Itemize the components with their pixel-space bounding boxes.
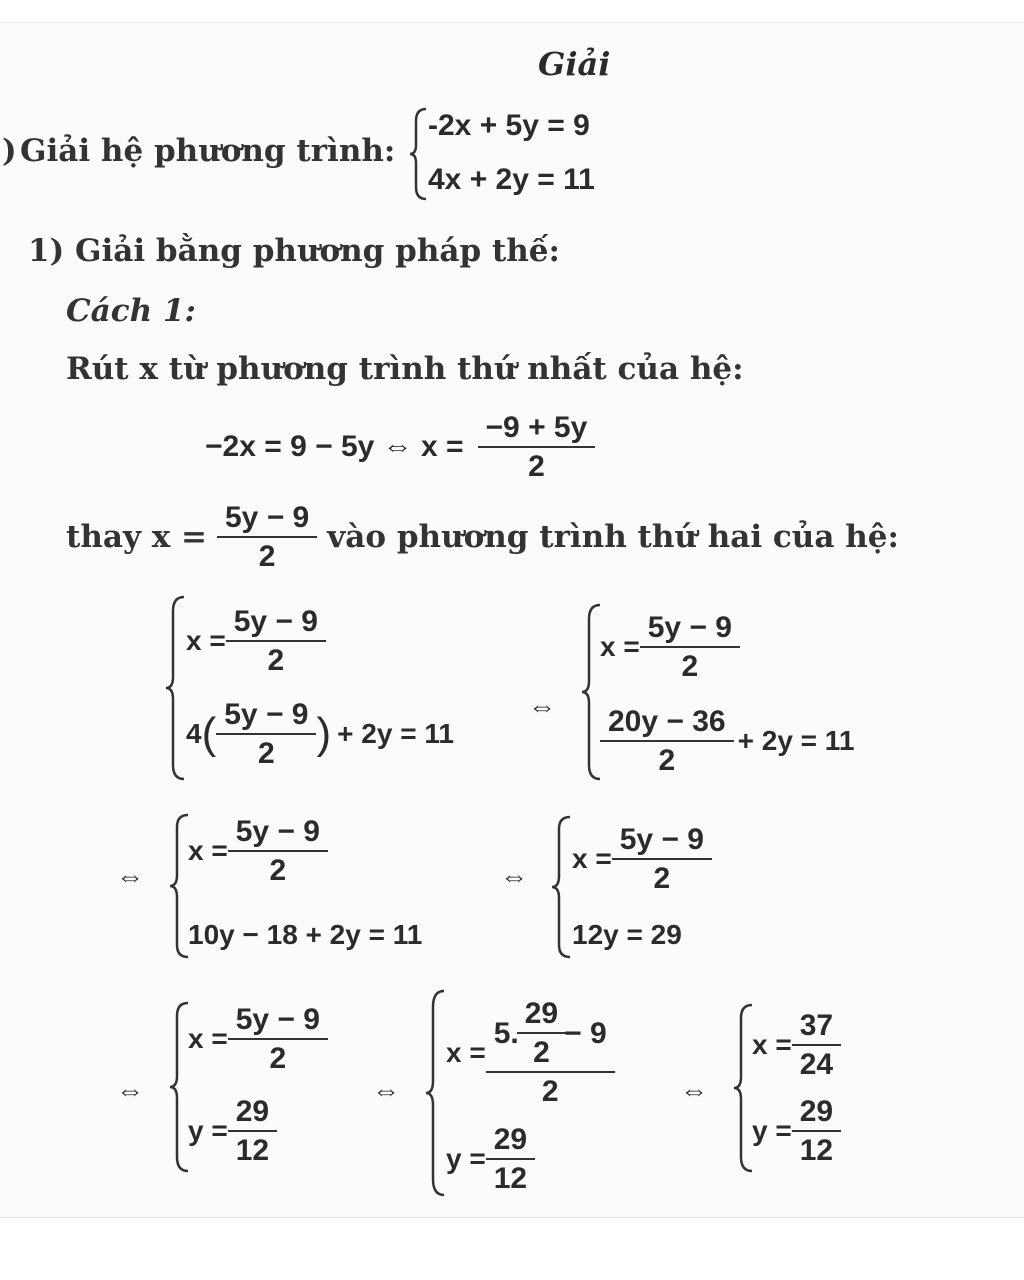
sys5-x-fraction bbox=[232, 1003, 324, 1075]
step2-frac-num: 5y − 9 bbox=[225, 501, 310, 534]
sys5-y-den: 12 bbox=[228, 1130, 277, 1167]
sys5-y-label: y = bbox=[188, 1115, 228, 1146]
sys5-y-num: 29 bbox=[235, 1095, 270, 1128]
system-brace bbox=[408, 107, 428, 201]
sys6-inner-suffix: − 9 bbox=[564, 1016, 607, 1050]
left-paren: ( bbox=[201, 709, 217, 758]
step2-fraction bbox=[221, 501, 313, 573]
sys7-x-den: 24 bbox=[792, 1044, 841, 1081]
sys7-brace bbox=[732, 1003, 754, 1173]
sys6-outer-num bbox=[490, 997, 611, 1071]
sys7-x-label: x = bbox=[752, 1029, 792, 1060]
sys4-x-label: x = bbox=[572, 843, 612, 874]
sys1-x-den: 2 bbox=[226, 640, 326, 677]
sys7-line2 bbox=[752, 1095, 841, 1167]
sys2-line1 bbox=[600, 611, 740, 683]
method-title: 1) Giải bằng phương pháp thế: bbox=[28, 233, 560, 269]
sys7-x-num: 37 bbox=[799, 1009, 834, 1042]
sys1-x-num: 5y − 9 bbox=[233, 605, 318, 638]
sys5-x-num: 5y − 9 bbox=[235, 1003, 320, 1036]
iff-1: ⇔ bbox=[528, 691, 556, 722]
sys3-x-num: 5y − 9 bbox=[235, 815, 320, 848]
sys7-y-fraction bbox=[796, 1095, 837, 1167]
sys3-line2: 10y − 18 + 2y = 11 bbox=[188, 919, 423, 950]
sys4-line1 bbox=[572, 823, 712, 895]
sys5-line2 bbox=[188, 1095, 277, 1167]
sys1-line1 bbox=[186, 605, 326, 677]
sys1-x-label: x = bbox=[186, 625, 226, 656]
sys2-x-den: 2 bbox=[640, 646, 740, 683]
step2-line bbox=[66, 501, 899, 573]
sys5-x-label: x = bbox=[188, 1023, 228, 1054]
sys6-inner-num: 29 bbox=[524, 997, 559, 1030]
sys5-brace bbox=[168, 1001, 190, 1173]
iff-2: ⇔ bbox=[116, 861, 144, 892]
sys3-x-fraction bbox=[232, 815, 324, 887]
step2-suffix: vào phương trình thứ hai của hệ: bbox=[327, 519, 899, 555]
sys7-x-fraction bbox=[796, 1009, 837, 1081]
step1-frac-den: 2 bbox=[478, 446, 596, 483]
subtitle: Cách 1: bbox=[66, 293, 196, 329]
sys6-line1 bbox=[446, 997, 615, 1108]
sys3-x-label: x = bbox=[188, 835, 228, 866]
step2-prefix: thay x = bbox=[66, 519, 207, 555]
sys7-y-num: 29 bbox=[799, 1095, 834, 1128]
sys4-x-fraction bbox=[616, 823, 708, 895]
sys1-line2 bbox=[186, 698, 454, 770]
step1-equation bbox=[205, 411, 595, 483]
sys6-y-den: 12 bbox=[486, 1158, 535, 1195]
iff-6: ⇔ bbox=[680, 1075, 708, 1106]
iff-4: ⇔ bbox=[116, 1075, 144, 1106]
sys6-y-fraction bbox=[490, 1123, 531, 1195]
sys1-x-fraction bbox=[230, 605, 322, 677]
sys1-inner-fraction bbox=[220, 698, 312, 770]
step1-eq-left: −2x = 9 − 5y ⇔ x = bbox=[205, 430, 464, 463]
sys1-coef: 4 bbox=[186, 718, 202, 749]
sys2-num: 20y − 36 bbox=[608, 705, 726, 738]
sys6-y-num: 29 bbox=[493, 1123, 528, 1156]
sys2-fraction bbox=[604, 705, 730, 777]
step2-frac-den: 2 bbox=[217, 536, 317, 573]
sys6-line2 bbox=[446, 1123, 535, 1195]
sys5-x-den: 2 bbox=[228, 1038, 328, 1075]
problem-eq2: 4x + 2y = 11 bbox=[428, 163, 595, 196]
sys6-inner-prefix: 5. bbox=[493, 1016, 519, 1050]
sys6-x-label: x = bbox=[446, 1036, 486, 1068]
problem-label: Giải hệ phương trình: bbox=[20, 133, 396, 169]
sys1-brace bbox=[164, 595, 186, 781]
sys4-line2: 12y = 29 bbox=[572, 919, 682, 950]
sys6-brace bbox=[424, 989, 446, 1197]
sys3-line1 bbox=[188, 815, 328, 887]
sys2-x-num: 5y − 9 bbox=[647, 611, 732, 644]
sys2-rest: + 2y = 11 bbox=[737, 725, 855, 756]
sys1-inner-num: 5y − 9 bbox=[224, 698, 309, 731]
sys4-x-den: 2 bbox=[612, 858, 712, 895]
problem-marker: ) bbox=[2, 133, 17, 169]
sys4-brace bbox=[550, 815, 572, 959]
step1-fraction bbox=[482, 411, 592, 483]
iff-3: ⇔ bbox=[500, 861, 528, 892]
sys7-line1 bbox=[752, 1009, 841, 1081]
sys5-line1 bbox=[188, 1003, 328, 1075]
sys2-brace bbox=[580, 603, 602, 781]
sys5-y-fraction bbox=[232, 1095, 273, 1167]
sys2-den: 2 bbox=[600, 740, 734, 777]
heading: Giải bbox=[538, 45, 611, 83]
problem-eq1: -2x + 5y = 9 bbox=[428, 109, 590, 142]
sys2-line2 bbox=[600, 705, 854, 777]
sys6-y-label: y = bbox=[446, 1143, 486, 1174]
step1-frac-num: −9 + 5y bbox=[485, 411, 588, 444]
right-paren: ) bbox=[316, 709, 332, 758]
sys6-inner-den: 2 bbox=[517, 1032, 566, 1069]
sys6-inner-fraction bbox=[521, 997, 562, 1069]
sys1-inner-den: 2 bbox=[216, 733, 316, 770]
sys7-y-label: y = bbox=[752, 1115, 792, 1146]
sys7-y-den: 12 bbox=[792, 1130, 841, 1167]
sys6-outer-den: 2 bbox=[486, 1071, 615, 1108]
sys1-rest: + 2y = 11 bbox=[337, 718, 454, 749]
sys3-x-den: 2 bbox=[228, 850, 328, 887]
sys2-x-fraction bbox=[644, 611, 736, 683]
step1-text: Rút x từ phương trình thứ nhất của hệ: bbox=[66, 351, 744, 387]
sys2-x-label: x = bbox=[600, 631, 640, 662]
sys3-brace bbox=[168, 813, 190, 959]
document-page bbox=[0, 22, 1024, 1218]
sys4-x-num: 5y − 9 bbox=[619, 823, 704, 856]
iff-5: ⇔ bbox=[372, 1075, 400, 1106]
sys6-outer-fraction bbox=[490, 997, 611, 1108]
